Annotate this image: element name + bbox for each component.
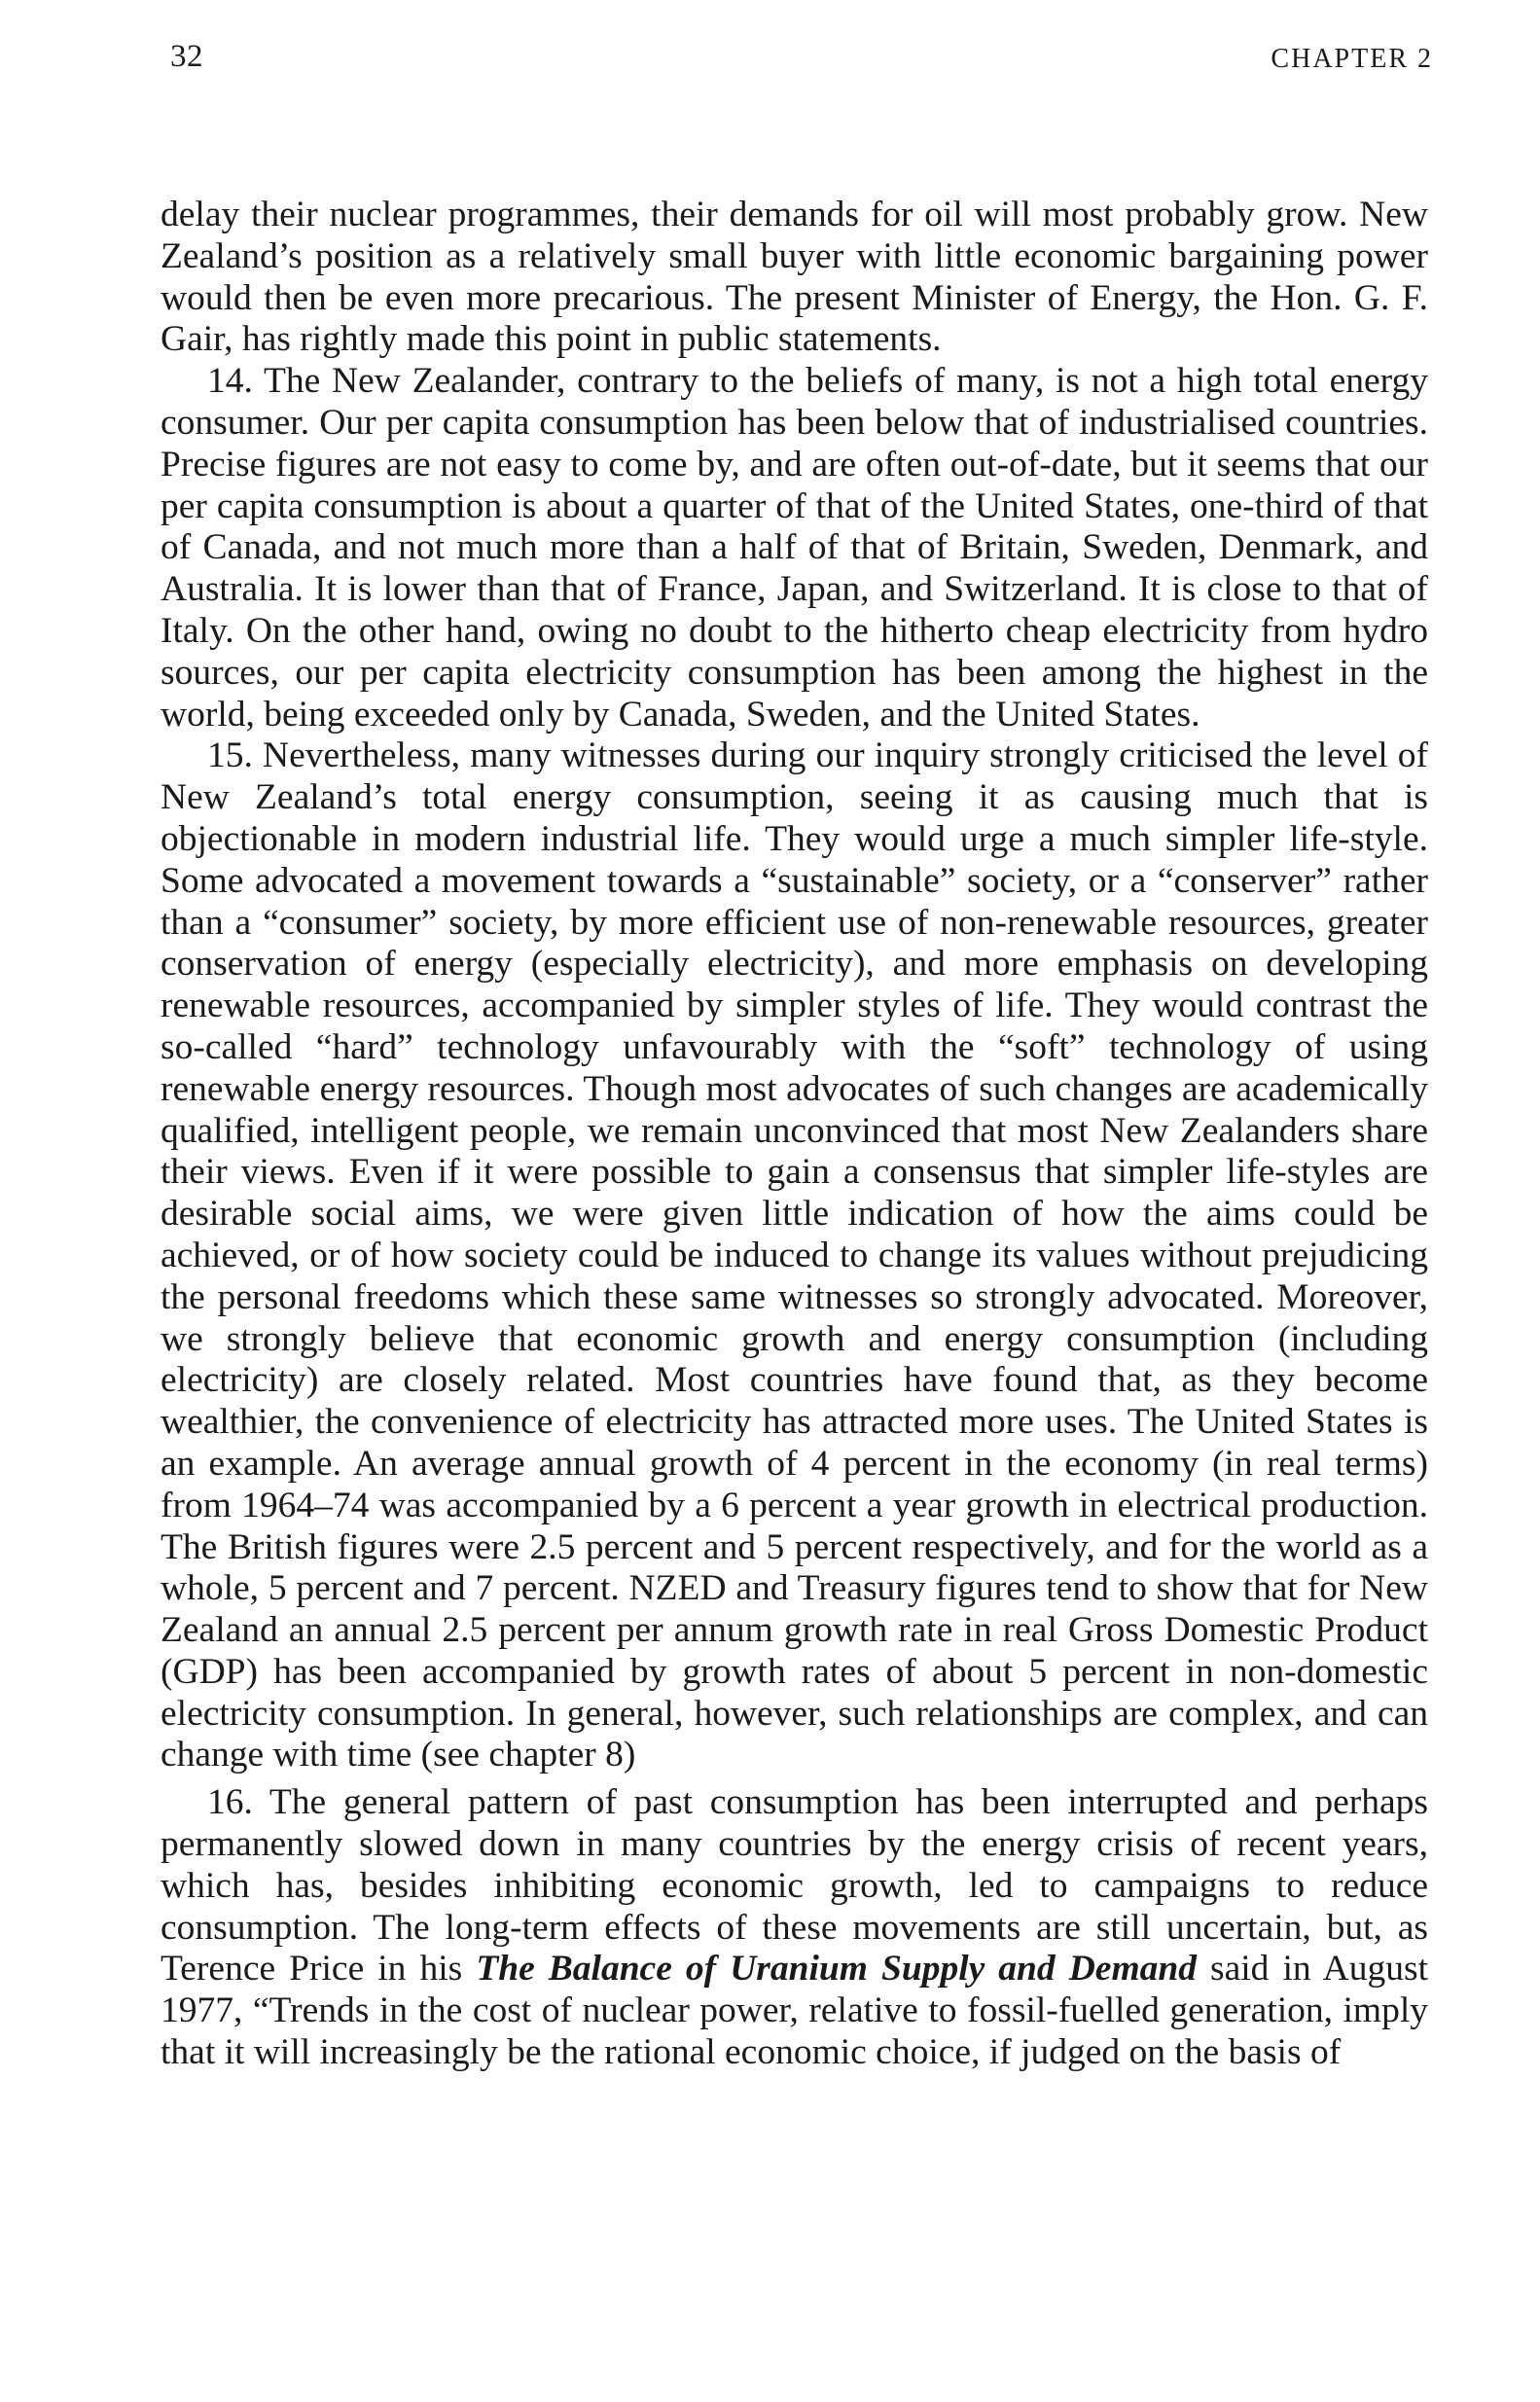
paragraph-continued: delay their nuclear programmes, their demands for oil will most probably grow. New Zealand’s position as a relatively small buyer with little economic bargaining power would then be even more precarious. The present Minister of Energy, the Hon. G. F. Gair, has rightly made this point in public statements. xyxy=(161,195,1428,360)
paragraph-16-text-end: said in August 1977, “Trends in the cost of nuclear power, relative to fossil-fuelled generation, imply that it will increasingly be the rational economic choice, if judged on the basis of xyxy=(161,1949,1428,2073)
paragraph-14: 14. The New Zealander, contrary to the beliefs of many, is not a high total energy consumer. Our per capita consumption has been below that of industrialised countries. Precise figures are not easy to come by, and are often out-of-date, but it seems that our per capita consumption is about a quarter of that of the United States, one-third of that of Canada, and not much more than a half of that of Britain, Sweden, Denmark, and Australia. It is lower than that of France, Japan, and Switzerland. It is close to that of Italy. On the other hand, owing no doubt to the hitherto cheap electricity from hydro sources, our per capita electricity consumption has been among the highest in the world, being exceeded only by Canada, Sweden, and the United States. xyxy=(161,361,1428,735)
body-text xyxy=(161,195,1428,2074)
paragraph-16-text-start: 16. The general pattern of past consumption has been interrupted and perhaps permanently slowed down in many countries by the energy crisis of recent years, which has, besides inhibiting economic growth, led to campaigns to reduce consumption. The long-term effects of these movements are still uncertain, but, as Terence Price in his xyxy=(161,1782,1428,1990)
page-number: 32 xyxy=(170,39,203,74)
paragraph-15: 15. Nevertheless, many witnesses during our inquiry strongly criticised the level of New Zealand’s total energy consumption, seeing it as causing much that is objectionable in modern industrial life. They would urge a much simpler life-style. Some advocated a movement towards a “sustainable” society, or a “conserver” rather than a “consumer” society, by more efficient use of non-renewable resources, greater conservation of energy (especially electricity), and more emphasis on developing renewable resources, accompanied by simpler styles of life. They would contrast the so-called “hard” technology unfavourably with the “soft” technology of using renewable energy resources. Though most advocates of such changes are academically qualified, intelligent people, we remain unconvinced that most New Zealanders share their views. Even if it were possible to gain a consensus that simpler life-styles are desirable social aims, we were given little indication of how the aims could be achieved, or of how society could be induced to change its values without prejudicing the personal freedoms which these same witnesses so strongly advocated. Moreover, we strongly believe that economic growth and energy consumption (including electricity) are closely related. Most countries have found that, as they become wealthier, the convenience of electricity has attracted more uses. The United States is an example. An average annual growth of 4 percent in the economy (in real terms) from 1964–74 was accompanied by a 6 percent a year growth in electrical production. The British figures were 2.5 percent and 5 percent respectively, and for the world as a whole, 5 percent and 7 percent. NZED and Treasury figures tend to show that for New Zealand an annual 2.5 percent per annum growth rate in real Gross Domestic Product (GDP) has been accompanied by growth rates of about 5 percent in non-domestic electricity consumption. In general, however, such relationships are complex, and can change with time (see chapter 8) xyxy=(161,735,1428,1775)
running-head xyxy=(170,39,1433,88)
paragraph-16 xyxy=(161,1782,1428,2074)
book-title: The Balance of Uranium Supply and Demand xyxy=(476,1949,1197,1990)
chapter-label: CHAPTER 2 xyxy=(1271,44,1433,74)
